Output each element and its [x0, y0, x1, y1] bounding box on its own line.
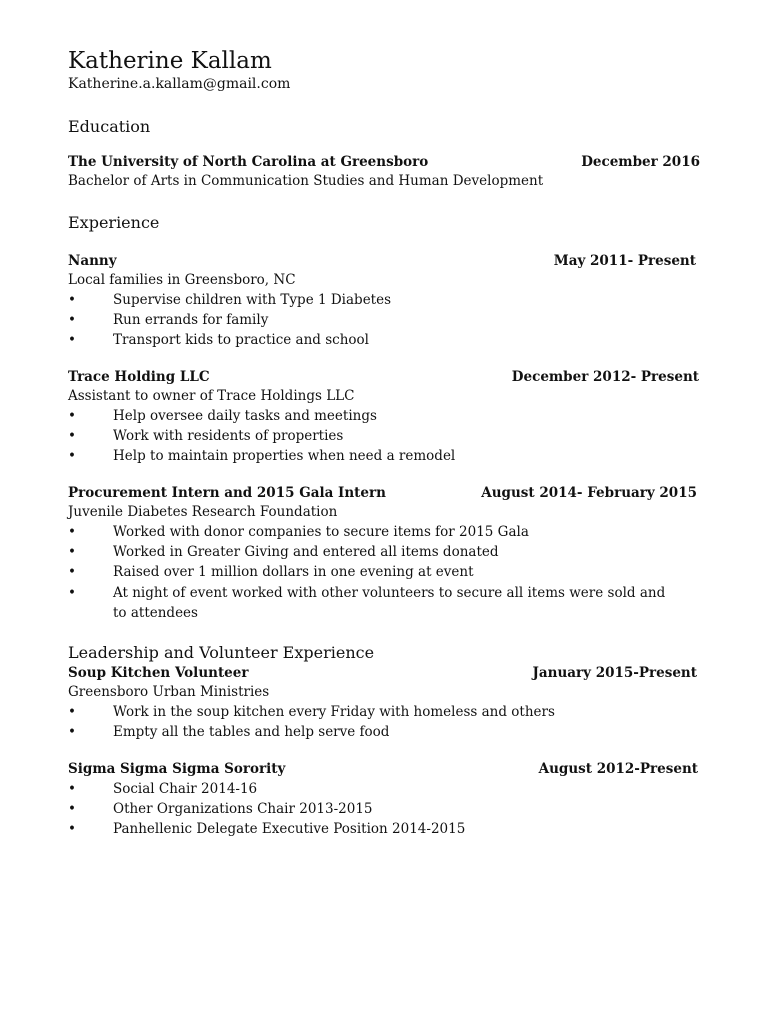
role-date: January 2015-Present [532, 665, 697, 681]
bullet-mark: • [68, 724, 76, 740]
bullet-text: Work in the soup kitchen every Friday with homeless and others [113, 704, 555, 720]
list-item [68, 426, 708, 446]
list-item [68, 310, 708, 330]
job-title: Procurement Intern and 2015 Gala Intern [68, 485, 386, 501]
list-item [68, 290, 708, 310]
bullet-text: Transport kids to practice and school [113, 332, 369, 348]
job-row [68, 483, 697, 503]
school-name: The University of North Carolina at Greensboro [68, 154, 429, 170]
degree-line: Bachelor of Arts in Communication Studies and Human Development [68, 173, 544, 189]
bullet-mark: • [68, 801, 76, 817]
role-org: Greensboro Urban Ministries [68, 684, 270, 700]
list-item [68, 330, 708, 350]
job-title: Trace Holding LLC [68, 369, 210, 385]
bullet-mark: • [68, 332, 76, 348]
bullet-mark: • [68, 544, 76, 560]
education-row [68, 152, 700, 172]
job-org: Local families in Greensboro, NC [68, 272, 296, 288]
job-row [68, 367, 699, 387]
role-title: Soup Kitchen Volunteer [68, 665, 249, 681]
bullet-mark: • [68, 821, 76, 837]
bullet-text: Help oversee daily tasks and meetings [113, 408, 377, 424]
bullet-mark: • [68, 428, 76, 444]
list-item [68, 799, 708, 819]
bullet-text: At night of event worked with other volunteers to secure all items were sold and to attendees [113, 585, 666, 621]
bullet-text: Panhellenic Delegate Executive Position 2014-2015 [113, 821, 466, 837]
list-item [68, 406, 708, 426]
job-org: Assistant to owner of Trace Holdings LLC [68, 388, 355, 404]
bullet-mark: • [68, 585, 76, 601]
bullet-mark: • [68, 408, 76, 424]
bullet-text: Run errands for family [113, 312, 269, 328]
bullet-text: Help to maintain properties when need a remodel [113, 448, 456, 464]
list-item [68, 819, 708, 839]
list-item [68, 779, 708, 799]
bullet-text: Other Organizations Chair 2013-2015 [113, 801, 373, 817]
candidate-email: Katherine.a.kallam@gmail.com [68, 76, 291, 92]
job-date: August 2014- February 2015 [481, 485, 697, 501]
list-item [68, 522, 708, 542]
list-item [68, 583, 683, 623]
job-date: May 2011- Present [553, 253, 696, 269]
role-date: August 2012-Present [538, 761, 698, 777]
job-row [68, 251, 696, 271]
bullet-text: Supervise children with Type 1 Diabetes [113, 292, 392, 308]
job-date: December 2012- Present [511, 369, 699, 385]
bullet-mark: • [68, 781, 76, 797]
list-item [68, 562, 708, 582]
list-item [68, 542, 708, 562]
job-title: Nanny [68, 253, 117, 269]
bullet-text: Raised over 1 million dollars in one evening at event [113, 564, 474, 580]
bullet-mark: • [68, 524, 76, 540]
list-item [68, 446, 708, 466]
bullet-mark: • [68, 448, 76, 464]
bullet-mark: • [68, 292, 76, 308]
role-title: Sigma Sigma Sigma Sorority [68, 761, 286, 777]
bullet-text: Empty all the tables and help serve food [113, 724, 390, 740]
bullet-text: Worked with donor companies to secure items for 2015 Gala [113, 524, 529, 540]
list-item [68, 702, 708, 722]
bullet-text: Work with residents of properties [113, 428, 344, 444]
list-item [68, 722, 708, 742]
bullet-text: Worked in Greater Giving and entered all items donated [113, 544, 499, 560]
section-title-leadership: Leadership and Volunteer Experience [68, 643, 375, 662]
section-title-experience: Experience [68, 213, 160, 232]
bullet-mark: • [68, 312, 76, 328]
education-date: December 2016 [581, 154, 700, 170]
role-row [68, 759, 698, 779]
bullet-text: Social Chair 2014-16 [113, 781, 258, 797]
candidate-name: Katherine Kallam [68, 48, 272, 74]
bullet-mark: • [68, 704, 76, 720]
job-org: Juvenile Diabetes Research Foundation [68, 504, 338, 520]
bullet-mark: • [68, 564, 76, 580]
role-row [68, 663, 697, 683]
section-title-education: Education [68, 117, 151, 136]
